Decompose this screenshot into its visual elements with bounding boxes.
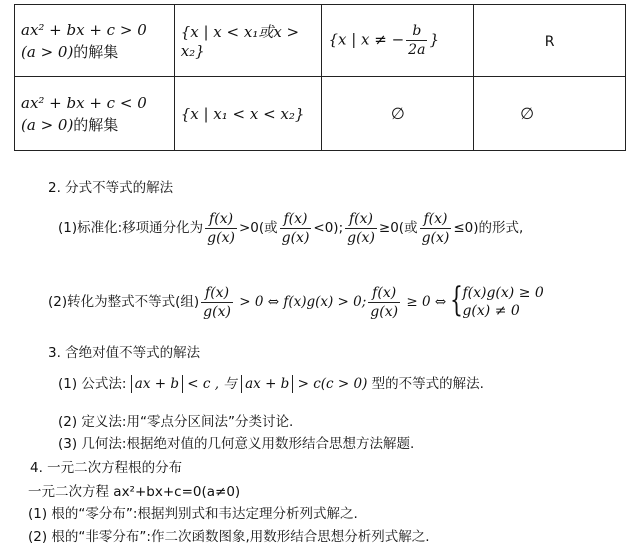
formula-text: >0(或 [238,220,278,236]
condition-label: 的解集 [73,42,119,61]
formula-text: ≥ 0 ⇔ [406,294,447,310]
empty-set: ∅ [390,104,405,123]
item-label: (1)标准化:移项通分化为 [58,220,204,236]
condition-label: 的解集 [73,115,119,134]
solution-set-prefix: {x | x ≠ − [328,30,405,49]
table-cell [322,77,474,151]
formula-line [58,208,523,248]
empty-set: ∅ [520,104,535,123]
fraction [201,284,233,321]
condition-text [21,41,168,63]
fraction-denominator: 2a [408,42,426,58]
absolute-value-content: ax + b [131,375,183,393]
solution-set-suffix: } [429,30,439,49]
section-heading: 3. 含绝对值不等式的解法 [48,345,201,361]
inequality-expression: ax² + bx + c > 0 [21,20,147,39]
solution-set: {x | x < x₁或x > x₂} [180,23,300,60]
absolute-value-content: ax + b [241,375,293,393]
fraction-denominator: g(x) [207,229,235,246]
brace-icon: { [450,280,464,320]
formula-text: ≤0)的形式, [453,220,524,236]
formula-text: < c , 与 [187,376,237,392]
fraction [420,210,452,247]
condition-math: (a > 0) [21,115,74,134]
item-label: (2)转化为整式不等式(组) [48,294,200,310]
text-line: (3) 几何法:根据绝对值的几何意义用数形结合思想方法解题. [58,436,415,452]
section-heading: 2. 分式不等式的解法 [48,180,174,196]
formula-text: <0); [313,220,344,236]
fraction [345,210,377,247]
table-cell [15,5,175,77]
text-line: (2) 根的“非零分布”:作二次函数图象,用数形结合思想分析列式解之. [28,529,430,545]
table-row [15,77,626,151]
fraction-denominator: g(x) [347,229,375,246]
system-line: g(x) ≠ 0 [462,303,520,319]
fraction-denominator: g(x) [421,229,450,246]
condition-math: (a > 0) [21,42,74,61]
text-line: (1) 根的“零分布”:根据判别式和韦达定理分析列式解之. [28,506,358,522]
inequality-solution-table [14,4,626,151]
solution-set: R [544,34,555,50]
fraction-numerator: f(x) [201,284,233,303]
fraction-denominator: g(x) [203,303,231,320]
text-line: 一元二次方程 ax²+bx+c=0(a≠0) [28,484,241,500]
table-cell [322,5,474,77]
fraction [406,22,427,59]
inequality-expression: ax² + bx + c < 0 [21,93,147,112]
item-label: (1) 公式法: [58,376,127,392]
absolute-value [131,376,183,392]
formula-text: > 0 ⇔ f(x)g(x) > 0; [239,294,367,310]
absolute-value [241,376,293,392]
fraction-denominator: g(x) [370,303,399,320]
table-cell [174,5,322,77]
equation-system [450,280,544,320]
formula-line [48,280,544,324]
fraction-numerator: f(x) [205,210,237,229]
text-line: (2) 定义法:用“零点分区间法”分类讨论. [58,414,294,430]
solution-set: {x | x₁ < x < x₂} [180,104,305,123]
fraction [205,210,237,247]
fraction-numerator: f(x) [368,284,400,303]
table-cell [174,77,322,151]
table-cell [474,5,626,77]
fraction-numerator: f(x) [280,210,312,229]
table-cell [15,77,175,151]
condition-text [21,114,168,136]
fraction-denominator: g(x) [281,229,310,246]
fraction [280,210,312,247]
fraction-numerator: f(x) [420,210,452,229]
section-heading: 4. 一元二次方程根的分布 [30,460,183,476]
formula-text: ≥0(或 [378,220,418,236]
text: 型的不等式的解法. [371,376,484,392]
formula-text: > c(c > 0) [297,376,368,392]
table-cell [474,77,626,151]
fraction [368,284,400,321]
fraction-numerator: b [406,22,427,41]
table-row [15,5,626,77]
text-line [58,374,484,394]
fraction-numerator: f(x) [345,210,377,229]
system-line: f(x)g(x) ≥ 0 [462,285,544,301]
